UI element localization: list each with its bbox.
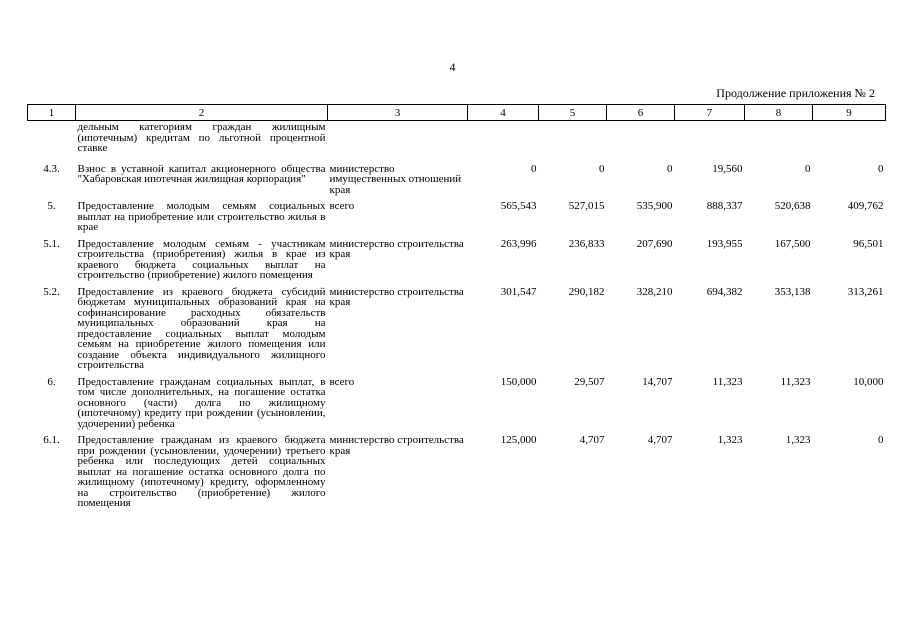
row-value: 888,337	[706, 200, 743, 212]
row-number: 5.	[47, 200, 56, 212]
table-row	[28, 201, 886, 239]
row-value: 0	[531, 162, 537, 175]
row-value: 0	[878, 434, 884, 446]
row-value: 1,323	[785, 434, 811, 446]
table-row	[28, 377, 886, 436]
row-value: 0	[599, 162, 605, 175]
row-number: 6.1.	[43, 434, 60, 446]
row-value	[607, 121, 675, 164]
row-value: 0	[667, 162, 673, 175]
row-value: 11,323	[712, 375, 743, 388]
table-row	[28, 287, 886, 377]
row-measure: Предоставление молодым семьям социальных выплат на приобретение или строительство жилья в крае	[77, 200, 326, 233]
row-value: 263,996	[500, 237, 537, 250]
row-responsible: министерство строительства края	[329, 285, 464, 308]
row-responsible: всего	[329, 200, 355, 212]
row-value: 4,707	[647, 434, 673, 446]
row-value: 14,707	[642, 375, 673, 388]
row-measure: Предоставление гражданам из краевого бюджета при рождении (усыновлении, удочерении) третьего ребенка или последующих детей социальных выплат на погашение остатка основного долга по жилищному (ипотечному) кредиту, оформленному на строительство (приобретение) жилого помещения	[77, 434, 326, 509]
row-number: 4.3.	[43, 162, 60, 175]
table-row	[28, 164, 886, 202]
header-col-1: 1	[28, 105, 76, 121]
header-col-2: 2	[76, 105, 328, 121]
row-value	[745, 121, 813, 164]
row-value: 150,000	[500, 375, 537, 388]
program-table	[27, 104, 886, 515]
header-col-6: 6	[607, 105, 675, 121]
row-value: 10,000	[853, 375, 884, 388]
row-value: 565,543	[500, 200, 537, 212]
row-number: 5.1.	[43, 237, 60, 250]
row-value: 193,955	[706, 237, 743, 250]
row-value: 301,547	[500, 285, 537, 298]
row-value	[813, 121, 886, 164]
row-value: 1,323	[717, 434, 743, 446]
row-value: 125,000	[500, 434, 537, 446]
row-value: 0	[878, 162, 884, 175]
continuation-label: Продолжение приложения № 2	[716, 86, 875, 100]
table-row	[28, 121, 886, 164]
row-value: 290,182	[568, 285, 605, 298]
row-value: 167,500	[774, 237, 811, 250]
row-value: 409,762	[847, 200, 884, 212]
row-responsible: министерство имущественных отношений края	[329, 162, 462, 196]
page-number: 4	[449, 60, 456, 74]
row-value: 29,507	[574, 375, 605, 388]
header-col-7: 7	[675, 105, 745, 121]
row-value	[468, 121, 539, 164]
header-row	[28, 105, 886, 121]
row-value	[539, 121, 607, 164]
row-value: 535,900	[636, 200, 673, 212]
header-col-3: 3	[328, 105, 468, 121]
row-responsible	[328, 121, 468, 164]
header-col-9: 9	[813, 105, 886, 121]
row-value: 353,138	[774, 285, 811, 298]
row-measure: дельным категориям граждан жилищным (ипотечным) кредитам по льготной процентной ставке	[77, 121, 326, 154]
row-measure: Предоставление гражданам социальных выплат, в том числе дополнительных, на погашение остатка основного (части) долга по жилищному (ипотечному) кредиту при рождении (усыновлении, удочерении) ребенка	[77, 375, 326, 430]
row-measure: Предоставление из краевого бюджета субсидий бюджетам муниципальных образований края на софинансирование расходных обязательств муниципальных образований края на предоставление социальных выплат молодым семьям на приобретение жилого помещения или создание объекта индивидуального жилищного строительства	[77, 285, 326, 371]
row-number	[28, 121, 76, 164]
row-value: 96,501	[853, 237, 884, 250]
row-responsible: министерство строительства края	[329, 434, 464, 457]
row-value: 520,638	[774, 200, 811, 212]
row-value	[675, 121, 745, 164]
row-number: 6.	[47, 375, 56, 388]
header-col-5: 5	[539, 105, 607, 121]
row-value: 313,261	[847, 285, 884, 298]
row-value: 694,382	[706, 285, 743, 298]
row-value: 527,015	[568, 200, 605, 212]
row-responsible: всего	[329, 375, 355, 388]
row-value: 207,690	[636, 237, 673, 250]
row-value: 328,210	[636, 285, 673, 298]
header-col-4: 4	[468, 105, 539, 121]
header-col-8: 8	[745, 105, 813, 121]
row-responsible: министерство строительства края	[329, 237, 464, 260]
row-measure: Взнос в уставной капитал акционерного общества "Хабаровская ипотечная жилищная корпорация"	[77, 162, 326, 185]
table-row	[28, 239, 886, 287]
row-number: 5.2.	[43, 285, 60, 298]
row-value: 11,323	[780, 375, 811, 388]
row-value: 4,707	[579, 434, 605, 446]
row-measure: Предоставление молодым семьям - участникам строительства (приобретения) жилья в крае из краевого бюджета социальных выплат на строительство (приобретение) жилого помещения	[77, 237, 326, 281]
row-value: 0	[805, 162, 811, 175]
row-value: 236,833	[568, 237, 605, 250]
table-row	[28, 435, 886, 515]
row-value: 19,560	[712, 162, 743, 175]
